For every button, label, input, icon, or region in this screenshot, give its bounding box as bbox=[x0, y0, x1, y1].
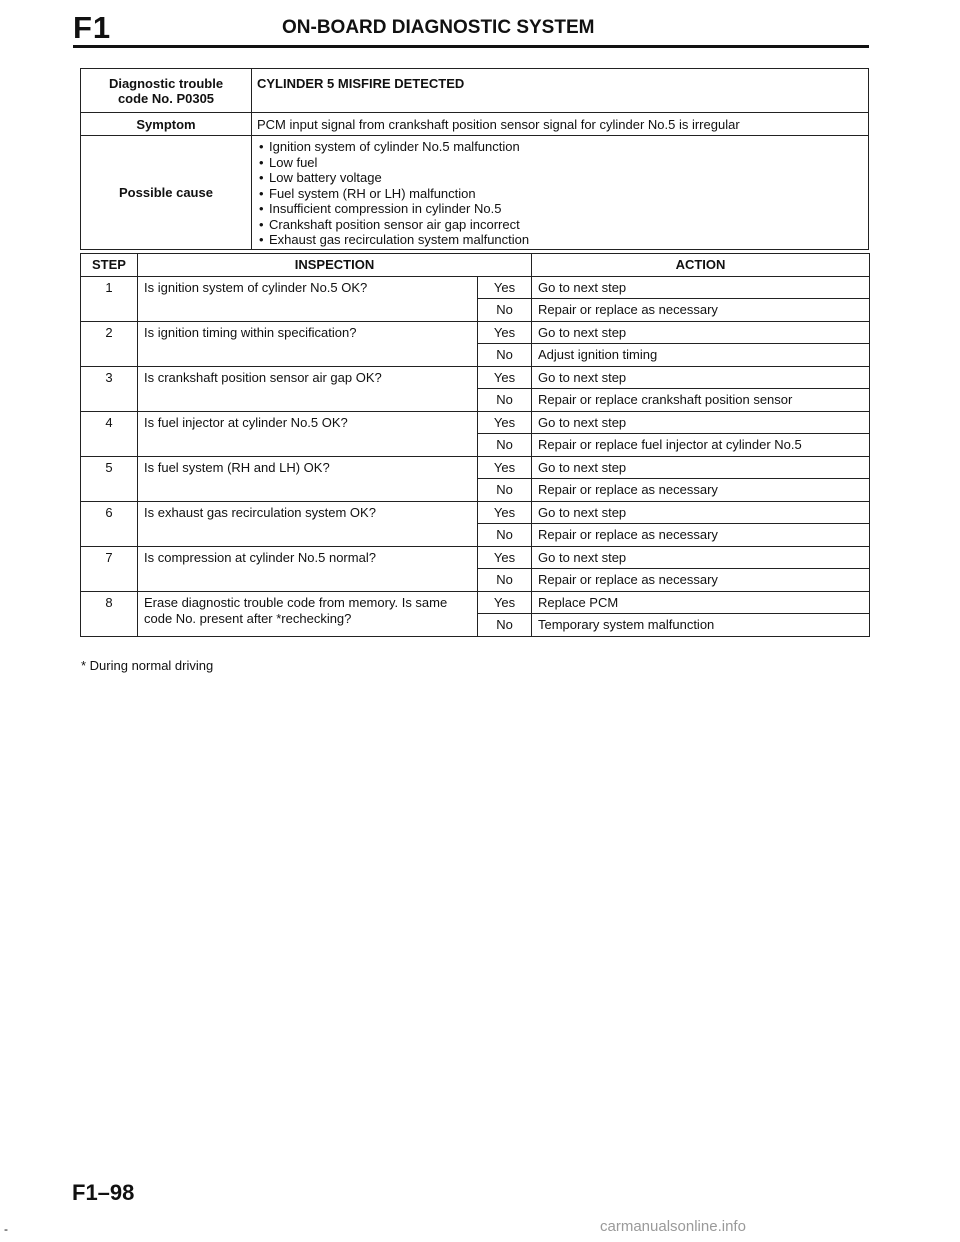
action-if-no: Repair or replace crankshaft position sensor bbox=[532, 389, 870, 412]
possible-cause-cell bbox=[252, 136, 869, 250]
page-title: ON-BOARD DIAGNOSTIC SYSTEM bbox=[282, 17, 595, 38]
action-column-header: ACTION bbox=[532, 254, 870, 277]
step-row-yes bbox=[81, 321, 870, 344]
possible-cause-row bbox=[81, 136, 869, 250]
inspection-question: Is ignition timing within specification? bbox=[138, 321, 478, 366]
answer-yes: Yes bbox=[478, 546, 532, 569]
possible-cause-text: Ignition system of cylinder No.5 malfunction bbox=[269, 139, 520, 154]
action-if-yes: Go to next step bbox=[532, 456, 870, 479]
symptom-text: PCM input signal from crankshaft position sensor signal for cylinder No.5 is irregular bbox=[252, 113, 869, 136]
inspection-question: Is fuel system (RH and LH) OK? bbox=[138, 456, 478, 501]
action-if-yes: Replace PCM bbox=[532, 591, 870, 614]
action-if-yes: Go to next step bbox=[532, 546, 870, 569]
possible-cause-text: Crankshaft position sensor air gap incorrect bbox=[269, 216, 520, 232]
action-if-yes: Go to next step bbox=[532, 411, 870, 434]
corner-mark: - bbox=[4, 1222, 8, 1236]
action-if-no: Repair or replace as necessary bbox=[532, 299, 870, 322]
action-if-no: Repair or replace as necessary bbox=[532, 569, 870, 592]
bullet-icon: • bbox=[259, 232, 264, 247]
step-row-yes bbox=[81, 456, 870, 479]
bullet-icon: • bbox=[259, 139, 264, 154]
inspection-question: Is exhaust gas recirculation system OK? bbox=[138, 501, 478, 546]
step-row-yes bbox=[81, 411, 870, 434]
step-row-yes bbox=[81, 591, 870, 614]
symptom-label: Symptom bbox=[81, 113, 252, 136]
action-if-no: Temporary system malfunction bbox=[532, 614, 870, 637]
section-code: F1 bbox=[73, 10, 112, 45]
step-number: 8 bbox=[81, 591, 138, 636]
possible-cause-text: Exhaust gas recirculation system malfunction bbox=[269, 232, 530, 247]
answer-yes: Yes bbox=[478, 321, 532, 344]
answer-yes: Yes bbox=[478, 411, 532, 434]
bullet-icon: • bbox=[259, 201, 264, 216]
action-if-no: Repair or replace as necessary bbox=[532, 479, 870, 502]
possible-cause-text: Low fuel bbox=[269, 154, 318, 170]
action-if-yes: Go to next step bbox=[532, 321, 870, 344]
inspection-column-header: INSPECTION bbox=[138, 254, 532, 277]
symptom-row bbox=[81, 113, 869, 136]
answer-yes: Yes bbox=[478, 501, 532, 524]
action-if-yes: Go to next step bbox=[532, 501, 870, 524]
possible-cause-item bbox=[257, 186, 863, 202]
watermark: carmanualsonline.info bbox=[600, 1218, 746, 1235]
step-row-yes bbox=[81, 501, 870, 524]
inspection-question: Is ignition system of cylinder No.5 OK? bbox=[138, 276, 478, 321]
bullet-icon: • bbox=[259, 185, 264, 201]
action-if-no: Repair or replace fuel injector at cylinder No.5 bbox=[532, 434, 870, 457]
answer-no: No bbox=[478, 434, 532, 457]
step-row-yes bbox=[81, 276, 870, 299]
answer-yes: Yes bbox=[478, 366, 532, 389]
step-row-yes bbox=[81, 546, 870, 569]
action-if-yes: Go to next step bbox=[532, 366, 870, 389]
bullet-icon: • bbox=[259, 216, 264, 232]
possible-cause-item bbox=[257, 217, 863, 233]
inspection-question: Is compression at cylinder No.5 normal? bbox=[138, 546, 478, 591]
dtc-info-table bbox=[80, 68, 869, 250]
step-number: 4 bbox=[81, 411, 138, 456]
step-number: 1 bbox=[81, 276, 138, 321]
step-number: 7 bbox=[81, 546, 138, 591]
action-if-no: Adjust ignition timing bbox=[532, 344, 870, 367]
footnote: * During normal driving bbox=[81, 658, 214, 673]
bullet-icon: • bbox=[259, 154, 264, 170]
possible-cause-text: Insufficient compression in cylinder No.5 bbox=[269, 201, 502, 216]
possible-cause-item bbox=[257, 139, 863, 155]
possible-cause-text: Low battery voltage bbox=[269, 170, 382, 185]
possible-cause-text: Fuel system (RH or LH) malfunction bbox=[269, 185, 476, 201]
step-number: 6 bbox=[81, 501, 138, 546]
step-number: 3 bbox=[81, 366, 138, 411]
answer-yes: Yes bbox=[478, 276, 532, 299]
action-if-yes: Go to next step bbox=[532, 276, 870, 299]
answer-yes: Yes bbox=[478, 591, 532, 614]
steps-body bbox=[81, 276, 870, 636]
step-number: 5 bbox=[81, 456, 138, 501]
inspection-question: Erase diagnostic trouble code from memory. Is same code No. present after *rechecking? bbox=[138, 591, 478, 636]
answer-no: No bbox=[478, 299, 532, 322]
dtc-row bbox=[81, 69, 869, 113]
answer-no: No bbox=[478, 524, 532, 547]
bullet-icon: • bbox=[259, 170, 264, 185]
answer-no: No bbox=[478, 479, 532, 502]
answer-no: No bbox=[478, 569, 532, 592]
action-if-no: Repair or replace as necessary bbox=[532, 524, 870, 547]
answer-yes: Yes bbox=[478, 456, 532, 479]
possible-cause-item bbox=[257, 201, 863, 217]
possible-cause-list bbox=[257, 139, 863, 248]
step-row-yes bbox=[81, 366, 870, 389]
possible-cause-item bbox=[257, 232, 863, 248]
answer-no: No bbox=[478, 389, 532, 412]
dtc-title: CYLINDER 5 MISFIRE DETECTED bbox=[252, 69, 869, 113]
answer-no: No bbox=[478, 614, 532, 637]
step-column-header: STEP bbox=[81, 254, 138, 277]
diagnostic-steps-table bbox=[80, 253, 870, 637]
step-number: 2 bbox=[81, 321, 138, 366]
possible-cause-label: Possible cause bbox=[81, 136, 252, 250]
possible-cause-item bbox=[257, 170, 863, 186]
inspection-question: Is crankshaft position sensor air gap OK? bbox=[138, 366, 478, 411]
possible-cause-item bbox=[257, 155, 863, 171]
dtc-label: Diagnostic trouble code No. P0305 bbox=[81, 69, 252, 113]
page-number: F1–98 bbox=[72, 1180, 135, 1205]
header-divider bbox=[73, 45, 869, 48]
answer-no: No bbox=[478, 344, 532, 367]
steps-header-row bbox=[81, 254, 870, 277]
inspection-question: Is fuel injector at cylinder No.5 OK? bbox=[138, 411, 478, 456]
